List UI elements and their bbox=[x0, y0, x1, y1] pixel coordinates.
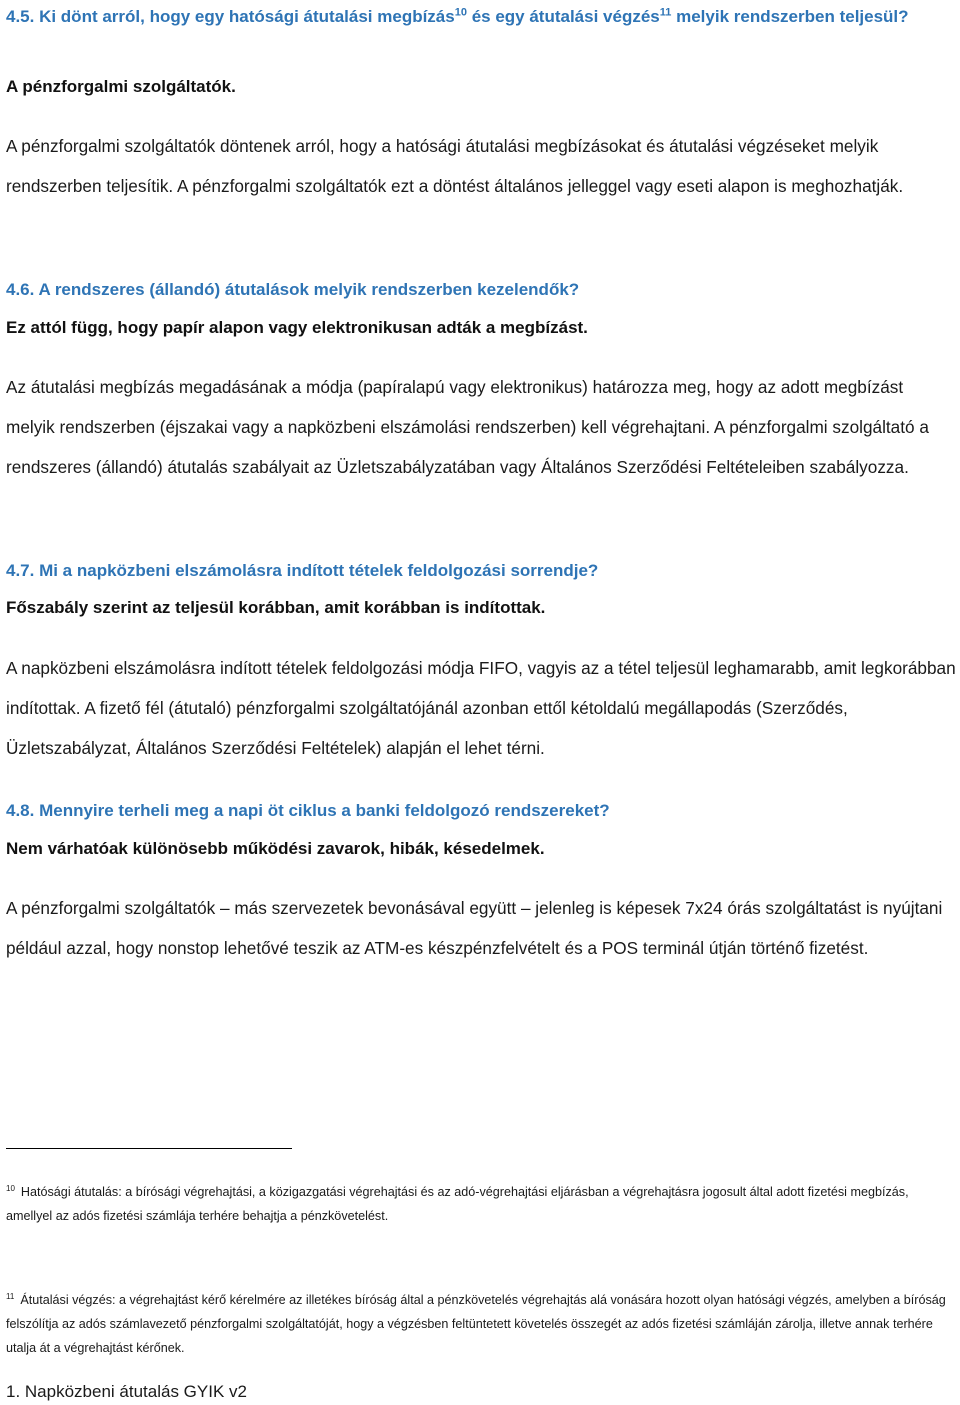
section-4-8-answer: Nem várhatóak különösebb működési zavarok, hibák, késedelmek. bbox=[6, 839, 545, 858]
footnote-11 bbox=[6, 1288, 952, 1360]
footnote-10-text: Hatósági átutalás: a bírósági végrehajtási, a közigazgatási végrehajtási és az adó-végrehajtási eljárásban a végrehajtásra jogosult által adott fizetési megbízás, amellyel az adós fizetési számlája terhére behajtja a pénzkövetelést. bbox=[6, 1185, 909, 1223]
section-4-6-body: Az átutalási megbízás megadásának a módja (papíralapú vagy elektronikus) határozza meg, hogy az adott megbízást melyik rendszerben (éjszakai vagy a napközbeni elszámolási rendszerben) kell végrehajtani. A pénzforgalmi szolgáltató a rendszeres (állandó) átutalás szabályait az Üzletszabályzatában vagy Általános Szerződési Feltételeiben szabályozza. bbox=[6, 377, 929, 477]
section-4-6-title: 4.6. A rendszeres (állandó) átutalások melyik rendszerben kezelendők? bbox=[6, 280, 580, 299]
section-4-7-body: A napközbeni elszámolásra indított tételek feldolgozási módja FIFO, vagyis az a tétel teljesül leghamarabb, amit legkorábban indítottak. A fizető fél (átutaló) pénzforgalmi szolgáltatójánál azonban ettől kétoldalú megállapodás (Szerződés, Üzletszabályzat, Általános Szerződési Feltételek) alapján el lehet térni. bbox=[6, 658, 956, 758]
section-4-5-body: A pénzforgalmi szolgáltatók döntenek arról, hogy a hatósági átutalási megbízásokat és átutalási végzéseket melyik rendszerben teljesítik. A pénzforgalmi szolgáltatók ezt a döntést általános jelleggel vagy eseti alapon is meghozhatják. bbox=[6, 136, 904, 196]
footnote-10 bbox=[6, 1180, 952, 1228]
section-4-5-title bbox=[6, 4, 956, 30]
page-footer: 1. Napközbeni átutalás GYIK v2 bbox=[6, 1382, 247, 1401]
section-4-5-title-part2: és egy átutalási végzés bbox=[466, 7, 660, 26]
footnote-11-text: Átutalási végzés: a végrehajtást kérő kérelmére az illetékes bíróság által a pénzkövetelés végrehajtás alá vonására hozott olyan hatósági végzés, amelyben a bíróság felszólítja az adós számlavezető pénzforgalmi szolgáltatóját, hogy a végzésben feltüntetett követelés összegét az adós fizetési számláján zárolja, illetve annak terhére utalja át a végrehajtást kérőnek. bbox=[6, 1293, 946, 1355]
section-4-8-title: 4.8. Mennyire terheli meg a napi öt ciklus a banki feldolgozó rendszereket? bbox=[6, 801, 610, 820]
section-4-8-body: A pénzforgalmi szolgáltatók – más szervezetek bevonásával együtt – jelenleg is képesek 7x24 órás szolgáltatást is nyújtani például azzal, hogy nonstop lehetővé teszik az ATM-es készpénzfelvételt és a POS terminál útján történő fizetést. bbox=[6, 898, 943, 958]
footnote-ref-11[interactable]: 11 bbox=[659, 6, 672, 19]
footnote-10-number: 10 bbox=[6, 1183, 15, 1193]
section-4-7-title: 4.7. Mi a napközbeni elszámolásra indított tételek feldolgozási sorrendje? bbox=[6, 561, 599, 580]
section-4-6-answer: Ez attól függ, hogy papír alapon vagy elektronikusan adták a megbízást. bbox=[6, 318, 588, 337]
footnote-divider bbox=[6, 1148, 292, 1149]
section-4-5-title-part3: melyik rendszerben teljesül? bbox=[671, 7, 909, 26]
section-4-5-title-part1: 4.5. Ki dönt arról, hogy egy hatósági átutalási megbízás bbox=[6, 7, 455, 26]
footnote-11-number: 11 bbox=[6, 1291, 15, 1301]
footnote-ref-10[interactable]: 10 bbox=[454, 6, 467, 19]
section-4-7-answer: Főszabály szerint az teljesül korábban, amit korábban is indítottak. bbox=[6, 598, 546, 617]
section-4-5-answer: A pénzforgalmi szolgáltatók. bbox=[6, 77, 236, 96]
